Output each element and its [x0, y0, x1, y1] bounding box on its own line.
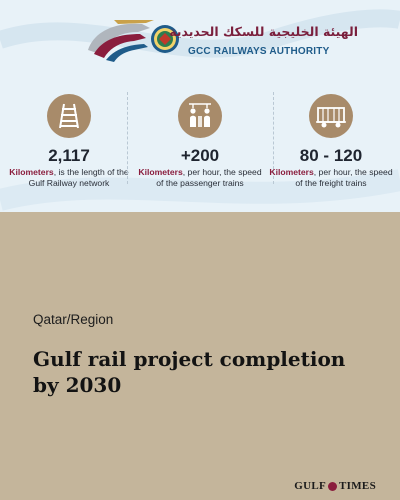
article-card [0, 212, 400, 500]
stat-text: , per hour, the speed of the freight trains [295, 167, 393, 188]
stat-description [266, 167, 396, 189]
brand-right: TIMES [339, 480, 376, 492]
stat-highlight: Kilometers [9, 167, 54, 177]
brand-left: GULF [294, 480, 327, 492]
stat-icon-circle [309, 94, 353, 138]
stat-value: +200 [180, 146, 220, 165]
authority-arabic-name: الهيئة الخليجية للسكك الحديدية [169, 24, 358, 39]
stat-highlight: Kilometers [138, 167, 183, 177]
freight-wagon-icon [309, 94, 353, 138]
stat-icon-circle [47, 94, 91, 138]
railway-track-icon [47, 94, 91, 138]
article-headline[interactable]: Gulf rail project completion by 2030 [33, 347, 346, 397]
stat-text: , per hour, the speed of the passenger trains [156, 167, 262, 188]
authority-logo [84, 14, 384, 70]
gulf-times-logo [294, 480, 376, 492]
passengers-icon [178, 94, 222, 138]
stat-description [4, 167, 134, 189]
stat-freight-speed [266, 94, 396, 189]
rail-stats-panel [0, 0, 400, 212]
stat-icon-circle [178, 94, 222, 138]
stat-text: , is the length of the Gulf Railway network [28, 167, 129, 188]
stat-passenger-speed [135, 94, 265, 189]
stat-value: 2,117 [48, 146, 90, 165]
stat-highlight: Kilometers [269, 167, 314, 177]
stat-description [135, 167, 265, 189]
stat-value: 80 - 120 [299, 146, 363, 165]
stat-network-length [4, 94, 134, 189]
train-logo-icon [84, 14, 156, 66]
globe-icon [328, 482, 337, 491]
article-category[interactable]: Qatar/Region [33, 312, 114, 327]
authority-english-name: GCC RAILWAYS AUTHORITY [188, 46, 330, 57]
stat-divider [127, 92, 128, 184]
